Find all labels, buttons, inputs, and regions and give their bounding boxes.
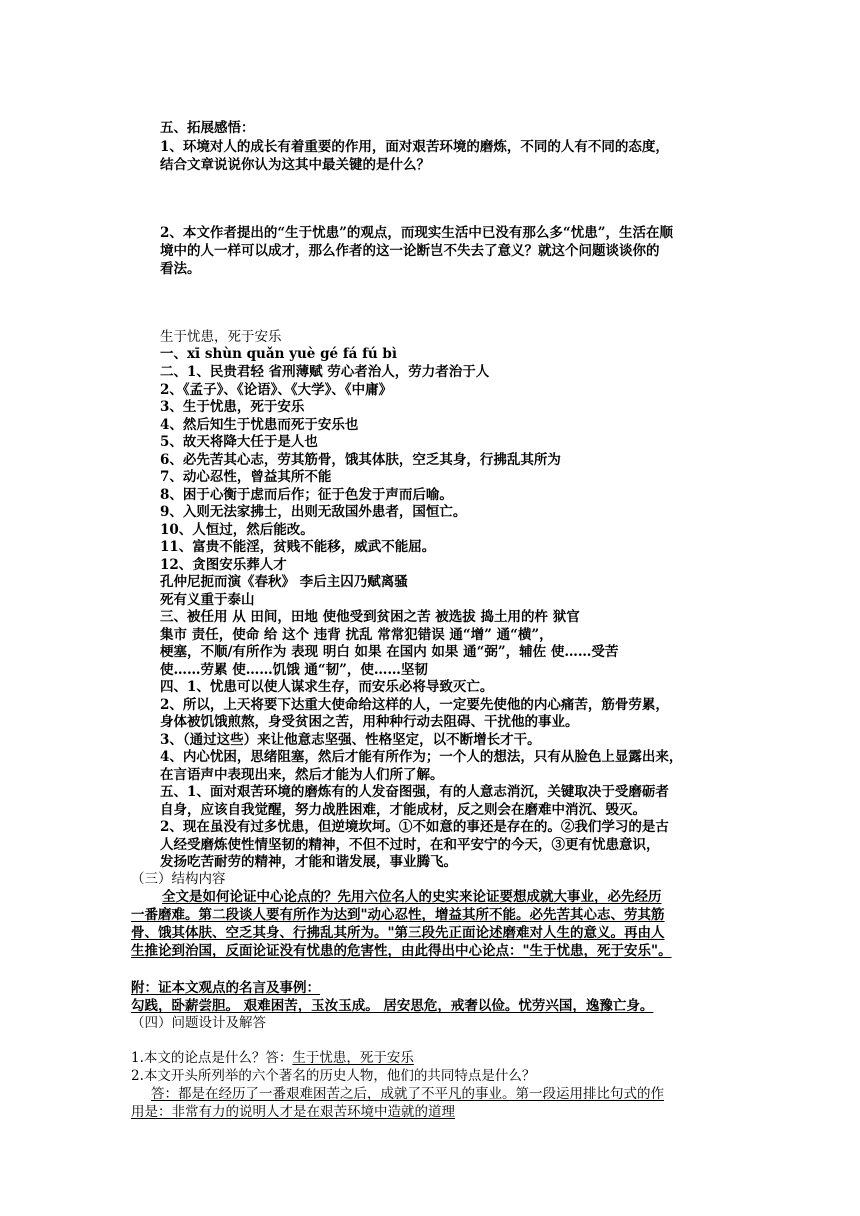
answer-line: 孔仲尼扼而演《春秋》 李后主囚乃赋离骚 bbox=[160, 574, 408, 590]
answer-line: 7、动心忍性，曾益其所不能 bbox=[160, 469, 332, 485]
answer-line: 自身，应该自我觉醒，努力战胜困难，才能成材，反之则会在磨难中消沉、毁灭。 bbox=[160, 802, 646, 818]
qa-answer-2-line-2: 用是：非常有力的说明人才是在艰苦环境中造就的道理 bbox=[131, 1104, 455, 1120]
answer-line: 三、被任用 从 田间，田地 使他受到贫困之苦 被选拔 捣土用的杵 狱官 bbox=[160, 609, 580, 625]
structure-line: 全文是如何论证中心论点的？先用六位名人的史实来论证要想成就大事业，必先经历 bbox=[162, 889, 662, 905]
answer-line: 二、1、民贵君轻 省刑薄赋 劳心者治人，劳力者治于人 bbox=[160, 364, 490, 380]
answer-line: 使……劳累 使……饥饿 通“韧”，使……坚韧 bbox=[160, 662, 428, 678]
answer-line: 2、现在虽没有过多忧患，但逆境坎坷。①不如意的事还是存在的。②我们学习的是古 bbox=[160, 819, 669, 835]
answers-title: 生于忧患，死于安乐 bbox=[160, 329, 282, 345]
answer-line: 2、所以，上天将要下达重大使命给这样的人，一定要先使他的内心痛苦，筋骨劳累， bbox=[160, 697, 669, 713]
question-2-line-2: 境中的人一样可以成才，那么作者的这一论断岂不失去了意义？就这个问题谈谈你的 bbox=[160, 243, 660, 259]
structure-line: 生推论到治国，反面论证没有忧患的危害性，由此得出中心论点："生于忧患，死于安乐"。 bbox=[131, 943, 672, 959]
answer-line: 在言语声中表现出来，然后才能为人们所了解。 bbox=[160, 767, 444, 783]
answer-line: 8、困于心衡于虑而后作；征于色发于声而后喻。 bbox=[160, 487, 453, 503]
answer-line: 12、贪图安乐葬人才 bbox=[160, 557, 287, 573]
answer-line: 11、富贵不能淫，贫贱不能移，威武不能屈。 bbox=[160, 539, 436, 555]
answer-line: 四、1、忧患可以使人谋求生存，而安乐必将导致灭亡。 bbox=[160, 679, 494, 695]
question-2-line-3: 看法。 bbox=[160, 261, 201, 277]
qa-question-2: 2.本文开头所列举的六个著名的历史人物，他们的共同特点是什么？ bbox=[131, 1068, 536, 1084]
answers-pinyin: 一、xī shùn quǎn yuè gé fá fú bì bbox=[160, 346, 397, 362]
qa-heading: （四）问题设计及解答 bbox=[131, 1015, 266, 1031]
answer-line: 9、入则无法家拂士，出则无敌国外患者，国恒亡。 bbox=[160, 504, 467, 520]
question-1-line-2: 结合文章说说你认为这其中最关键的是什么？ bbox=[160, 157, 430, 173]
structure-line: 一番磨难。第二段谈人要有所作为达到"动心忍性，增益其所不能。必先苦其心志、劳其筋 bbox=[131, 907, 665, 923]
answer-line: 3、（通过这些）来让他意志坚强、性格坚定，以不断增长才干。 bbox=[160, 732, 541, 748]
answer-line: 发扬吃苦耐劳的精神，才能和谐发展，事业腾飞。 bbox=[160, 854, 457, 870]
answer-line: 4、内心忧困，思绪阻塞，然后才能有所作为；一个人的想法，只有从脸色上显露出来， bbox=[160, 749, 683, 765]
qa-question-1-prefix: 1.本文的论点是什么？答： bbox=[131, 1050, 293, 1066]
answer-line: 6、必先苦其心志，劳其筋骨，饿其体肤，空乏其身，行拂乱其所为 bbox=[160, 452, 561, 468]
answer-line: 10、人恒过，然后能改。 bbox=[160, 522, 314, 538]
answer-line: 4、然后知生于忧患而死于安乐也 bbox=[160, 417, 359, 433]
answer-line: 集市 责任，使命 给 这个 违背 扰乱 常常犯错误 通“增” 通“横”， bbox=[160, 627, 553, 643]
section5-heading: 五、拓展感悟： bbox=[160, 120, 255, 136]
appendix-line: 勾践，卧薪尝胆。 艰难困苦，玉汝玉成。 居安思危，戒奢以俭。忧劳兴国，逸豫亡身。 bbox=[131, 998, 654, 1014]
question-1-line-1: 1、环境对人的成长有着重要的作用，面对艰苦环境的磨炼，不同的人有不同的态度， bbox=[160, 139, 669, 155]
answer-line: 人经受磨炼使性情坚韧的精神，不但不过时，在和平安宁的今天，③更有忧患意识， bbox=[160, 837, 660, 853]
qa-answer-2-line-1: 答：都是在经历了一番艰难困苦之后，成就了不平凡的事业。第一段运用排比句式的作 bbox=[151, 1086, 664, 1102]
appendix-title: 附：证本文观点的名言及事例： bbox=[131, 980, 320, 996]
qa-answer-1: 生于忧患，死于安乐 bbox=[292, 1050, 414, 1066]
answer-line: 死有义重于泰山 bbox=[160, 592, 255, 608]
qa-question-1 bbox=[131, 1050, 735, 1068]
structure-line: 骨、饿其体肤、空乏其身、行拂乱其所为。"第三段先正面论述磨难对人生的意义。再由人 bbox=[131, 925, 665, 941]
question-2-line-1: 2、本文作者提出的“生于忧患”的观点，而现实生活中已没有那么多“忧患”，生活在顺 bbox=[160, 225, 673, 241]
structure-heading: （三）结构内容 bbox=[131, 871, 226, 887]
answer-line: 2、《孟子》、《论语》、《大学》、《中庸》 bbox=[160, 382, 393, 398]
answer-line: 梗塞，不顺/有所作为 表现 明白 如果 在国内 如果 通“弼”，辅佐 使……受苦 bbox=[160, 644, 619, 660]
answer-line: 身体被饥饿煎熬，身受贫困之苦，用种种行动去阻碍、干扰他的事业。 bbox=[160, 714, 579, 730]
answer-line: 5、故天将降大任于是人也 bbox=[160, 434, 318, 450]
answer-line: 3、生于忧患，死于安乐 bbox=[160, 399, 305, 415]
answer-line: 五、1、面对艰苦环境的磨炼有的人发奋图强，有的人意志消沉，关键取决于受磨砺者 bbox=[160, 784, 669, 800]
